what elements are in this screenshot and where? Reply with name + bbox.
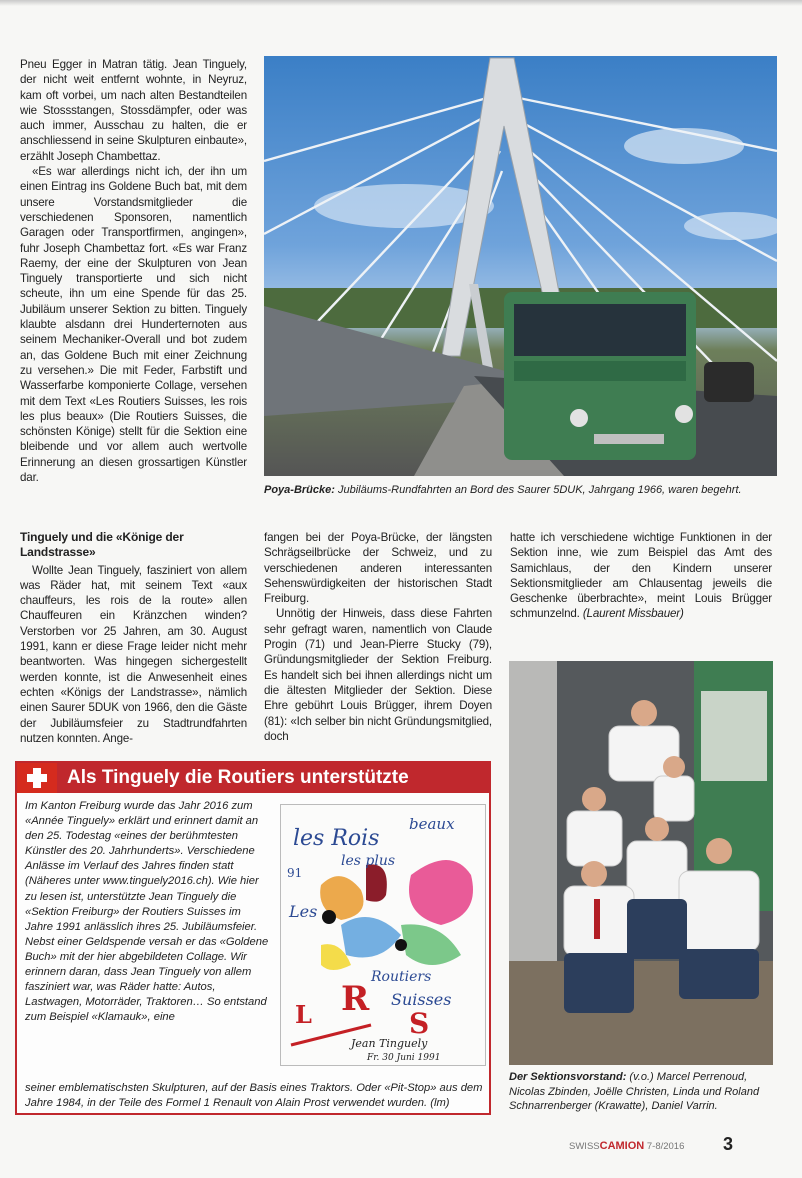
page-edge: [0, 0, 802, 6]
magazine-issue: 7-8/2016: [644, 1141, 685, 1152]
paragraph: fangen bei der Poya-Brücke, der längsten Schrägseilbrücke der Schweiz, und zu verschiedenen anderen interessanten Sehenswürdigkeiten der historischen Stadt Freiburg.: [264, 531, 492, 606]
page-number: 3: [723, 1134, 734, 1154]
collage-text: Suisses: [391, 990, 452, 1009]
collage-text: Les: [289, 902, 318, 921]
info-box-text-continued: seiner emblematischsten Skulpturen, auf der Basis eines Traktors. Oder «Pit-Stop» aus dem Jahre 1984, in der Teile des Formel 1 Renault von Alain Prost verwendet wurden. (lm): [25, 1082, 483, 1110]
section-board-photo: [509, 661, 773, 1065]
info-box-title: Als Tinguely die Routiers unterstützte: [67, 767, 409, 788]
collage-text: 91: [287, 866, 303, 880]
caption-text: (v.o.) Marcel Perrenoud, Nicolas Zbinden, Joëlle Christen, Linda und Roland Schnarrenberger (Krawatte), Daniel Varrin.: [509, 1071, 760, 1112]
caption-lead: Der Sektionsvorstand:: [509, 1071, 627, 1083]
collage-text: S: [409, 1007, 430, 1040]
poya-bridge-photo: [264, 56, 777, 476]
collage-text: beaux: [409, 815, 455, 833]
bridge-photo-caption: [264, 483, 777, 498]
collage-text: les Rois: [293, 826, 380, 851]
section-subheading: Tinguely und die «Könige der Landstrasse»: [20, 530, 184, 560]
caption-text: Jubiläums-Rundfahrten an Bord des Saurer 5DUK, Jahrgang 1966, waren begehrt.: [334, 484, 742, 496]
info-box-header: [17, 763, 489, 793]
paragraph: «Es war allerdings nicht ich, der ihn um einen Eintrag ins Goldene Buch bat, mit dem unsere Vorstandsmitglieder die verschiedenen Sponsoren, namentlich Garagen oder Transportfirmen, angingen», fuhr Joseph Chambettaz fort. «Es war Franz Raemy, der eine der Skulpturen von Jean Tinguely transportierte und sich nicht scheute, ihn um eine Spende für das 25. Jubiläum unserer Sektion zu bitten. Tinguely klaubte alsdann drei Hunderternoten aus seinem Mechaniker-Overall und bot zudem an, das Goldene Buch mit einer Zeichnung zu versehen.» Die mit Feder, Farbstift und Wasserfarbe komponierte Collage, versehen mit dem Text «Les Routiers Suisses, les rois les plus beaux» (Die Routiers Suisses, die schönsten Könige) stellt für die Sektion eine bleibende und vor allem auch wertvolle Erinnerung an diesen grossartigen Künstler dar.: [20, 165, 247, 485]
collage-drawing: [281, 805, 485, 1065]
article-column-3: [510, 530, 772, 622]
board-photo-caption: [509, 1070, 773, 1114]
collage-text: R: [341, 979, 370, 1019]
collage-text: Jean Tinguely: [351, 1037, 428, 1050]
info-box-text: Im Kanton Freiburg wurde das Jahr 2016 zum «Année Tinguely» erklärt und erinnert damit an den 25. Todestag «eines der berühmtesten Künstler des 20. Jahrhunderts». Verschiedene Anlässe im Verlauf des Jahres finden statt (Näheres unter www.tinguely2016.ch). Wie hier zu lesen ist, unterstützte Jean Tinguely die «Sektion Freiburg» der Routiers Suisses im Jahre 1991 anlässlich ihres 25. Jubiläumsfeier. Nebst einer Geldspende versah er das «Goldene Buch» mit der hier abgebildeten Collage. Wir erinnern daran, dass Jean Tinguely von allem fasziniert war, was Räder hatte: Autos, Lastwagen, Motorräder, Traktoren… So entstand zum Beispiel «Klamauk», eine: [25, 800, 269, 1024]
paragraph-text: hatte ich verschiedene wichtige Funktionen in der Sektion inne, wie zum Beispiel das Amt des Samichlaus, der den Kindern unserer Sektionsmitglieder am Chlausentag jeweils die Geschenke überbrachte», meint Louis Brügger schmunzelnd.: [510, 531, 772, 621]
paragraph: Unnötig der Hinweis, dass diese Fahrten sehr gefragt waren, namentlich von Claude Progin (71) und Jean-Pierre Stucky (79), Gründungsmitglieder der Sektion Freiburg. Es handelt sich bei ihnen allerdings nicht um die ältesten Mitglieder der Sektion. Diese Ehre gebührt Louis Brügger, ihrem Doyen (81): «Ich selber bin nicht Gründungsmitglied, doch: [264, 607, 492, 743]
author-signature: (Laurent Missbauer): [582, 607, 684, 621]
bridge-illustration: [264, 56, 777, 476]
board-group-illustration: [509, 661, 773, 1065]
magazine-footer: [569, 1140, 684, 1152]
tinguely-collage: [280, 804, 486, 1066]
collage-text: L: [295, 1000, 312, 1029]
info-box: [15, 761, 491, 1115]
magazine-name: CAMION: [599, 1140, 645, 1152]
article-column-1: [20, 530, 247, 746]
collage-text: Routiers: [371, 969, 432, 985]
magazine-prefix: SWISS: [569, 1141, 600, 1152]
collage-text: les plus: [341, 853, 396, 869]
article-intro-column: [20, 57, 247, 485]
paragraph: Pneu Egger in Matran tätig. Jean Tinguely, der nicht weit entfernt wohnte, in Neyruz, kam oft vorbei, um nach alten Bestandteilen wie Stossstangen, Stossdämpfer, oder was auch immer, Ausschau zu halten, die er anschliessend in seine Skulpturen einbaute», erzählt Joseph Chambettaz.: [20, 58, 247, 163]
paragraph: [510, 530, 772, 622]
paragraph: Wollte Jean Tinguely, fasziniert von allem was Räder hat, mit seinem Text «aux chauffeurs, les rois de la route» allen Chauffeuren ein Kränzchen winden? Verstorben vor 25 Jahren, am 30. August 1991, kann er diese Frage leider nicht mehr beantworten. Was hingegen sichergestellt werden konnte, ist die Anwesenheit eines echten «Königs der Landstrasse», nämlich einen Saurer 5DUK von 1966, den die Gäste der Jubiläumsfeier zu Stadtrundfahrten nutzen konnten. Ange-: [20, 563, 247, 745]
collage-text: Fr. 30 Juni 1991: [367, 1053, 441, 1063]
article-column-2: [264, 530, 492, 744]
caption-lead: Poya-Brücke:: [264, 484, 335, 496]
swiss-cross-icon: [17, 763, 57, 793]
